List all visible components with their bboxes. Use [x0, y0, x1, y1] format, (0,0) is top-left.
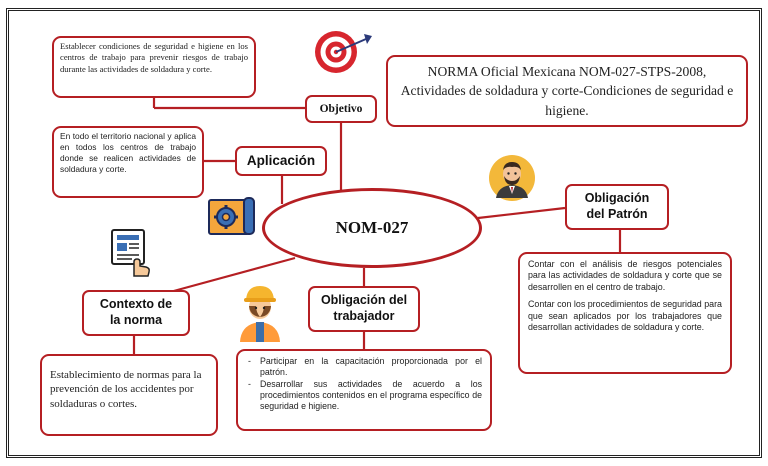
norma-title-box	[386, 55, 748, 127]
blueprint-gear-icon	[206, 194, 258, 238]
trabajador-label-line-1: Obligación del	[320, 293, 408, 308]
trabajador-item-2: - Desarrollar sus actividades de acuerdo a los procedimientos contenidos en el programa específico de seguridad e higiene.	[260, 379, 482, 413]
patron-paragraph-1: Contar con el análisis de riesgos potenciales para las actividades de soldadura y corte que se desarrollen en el centro de trabajo.	[528, 259, 722, 292]
trabajador-item-1: - Participar en la capacitación proporcionada por el patrón.	[260, 356, 482, 379]
obligacion-trabajador-label	[308, 286, 420, 332]
central-topic-label: NOM-027	[335, 218, 409, 237]
construction-worker-icon	[236, 282, 284, 344]
contexto-label	[82, 290, 190, 336]
patron-label-line-1: Obligación	[584, 191, 650, 206]
document-hand-icon	[110, 228, 152, 278]
target-icon	[312, 28, 374, 76]
obligacion-patron-description	[518, 252, 732, 374]
objetivo-description: Establecer condiciones de seguridad e higiene en los centros de trabajo para prevenir riesgos de trabajo durante las actividades de soldadura y corte.	[52, 36, 256, 98]
aplicacion-label: Aplicación	[235, 146, 327, 176]
businessman-icon	[488, 154, 536, 202]
norma-title-text: NORMA Oficial Mexicana NOM-027-STPS-2008, Actividades de soldadura y corte-Condiciones de seguridad e higiene.	[400, 64, 734, 118]
objetivo-label: Objetivo	[305, 95, 377, 123]
trabajador-label-line-2: trabajador	[333, 309, 395, 323]
contexto-description: Establecimiento de normas para la prevención de los accidentes por soldaduras o cortes.	[40, 354, 218, 436]
aplicacion-description: En todo el territorio nacional y aplica en todos los centros de trabajo donde se realicen actividades de soldadura y corte.	[52, 126, 204, 198]
obligacion-trabajador-description	[236, 349, 492, 431]
trabajador-list	[246, 356, 482, 412]
patron-paragraph-2: Contar con los procedimientos de seguridad para que sean aplicados por los trabajadores que desarrollan actividades de soldadura y corte.	[528, 299, 722, 332]
obligacion-patron-label	[565, 184, 669, 230]
patron-label-line-2: del Patrón	[586, 207, 648, 221]
contexto-label-line-1: Contexto de	[99, 297, 173, 312]
connector-patron	[478, 208, 565, 218]
contexto-label-line-2: la norma	[109, 313, 163, 327]
central-topic	[262, 188, 482, 268]
